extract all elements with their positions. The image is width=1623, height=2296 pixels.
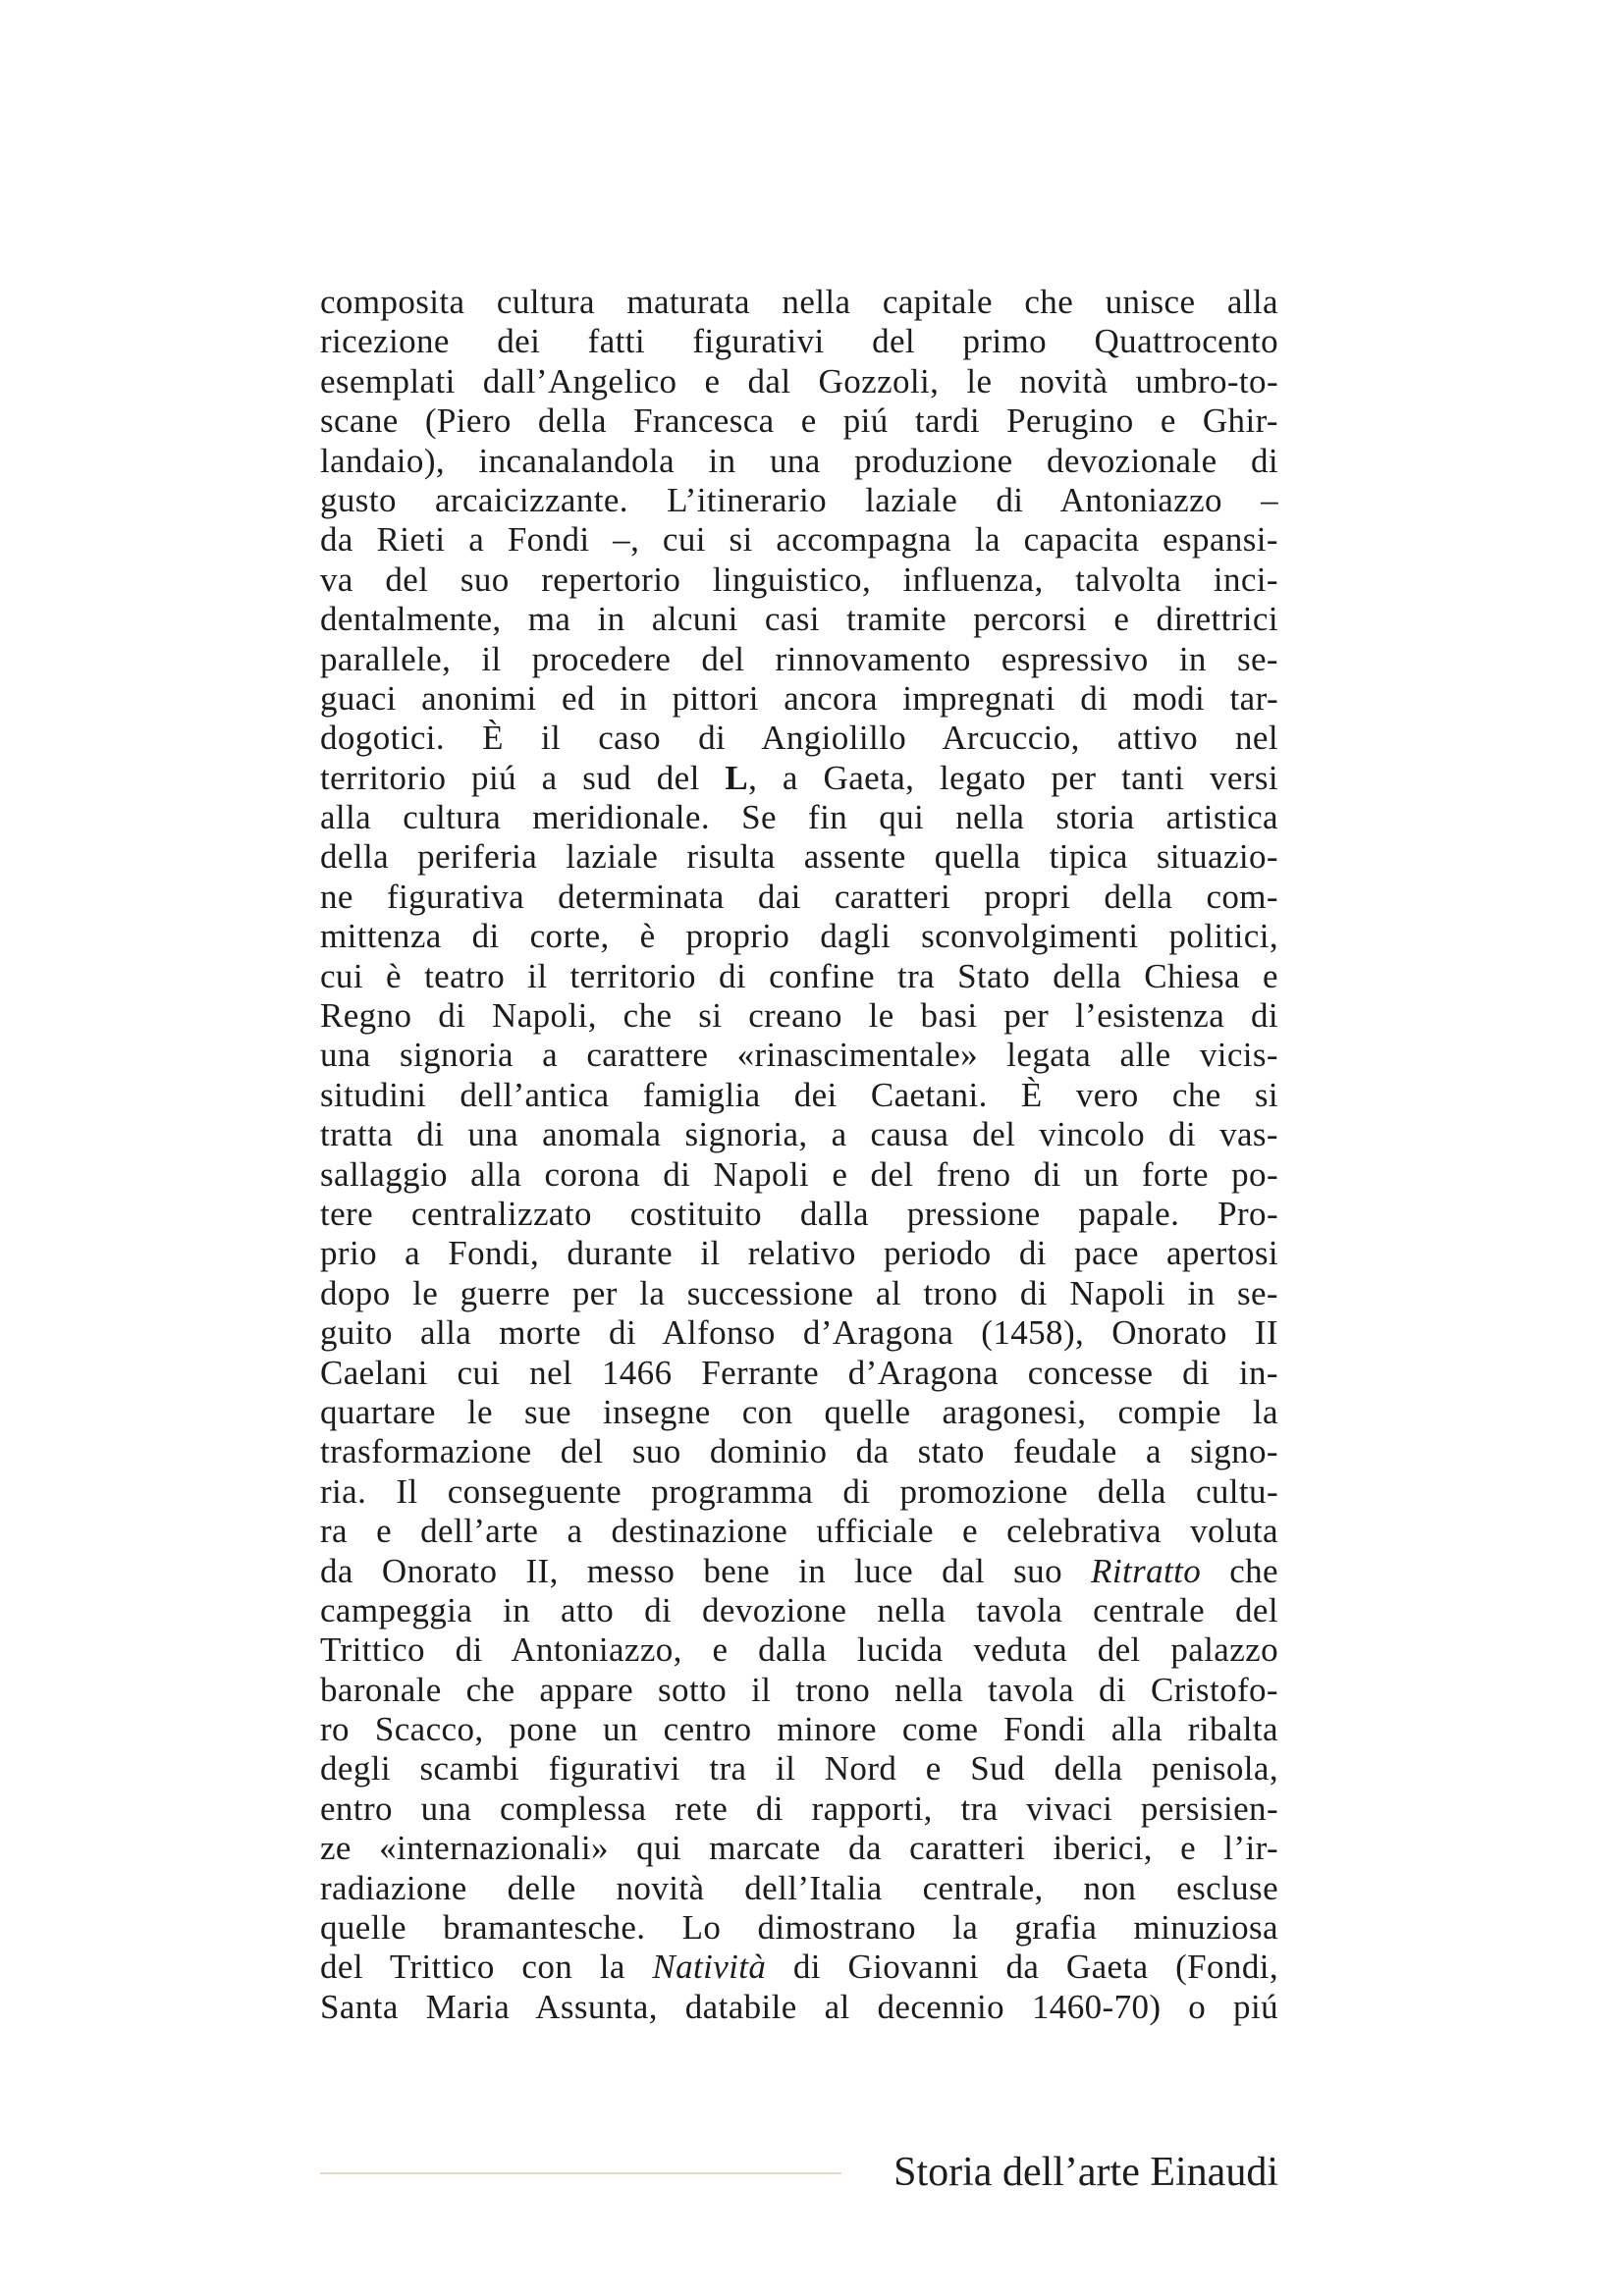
text-line: parallele, il procedere del rinnovamento espressivo in se- (320, 639, 1278, 678)
text-line: dogotici. È il caso di Angiolillo Arcuccio, attivo nel (320, 719, 1278, 758)
text-line: Santa Maria Assunta, databile al decennio 1460-70) o piú (320, 1987, 1278, 2026)
text-line: landaio), incanalandola in una produzione devozionale di (320, 441, 1278, 480)
bold-abbreviation: L (725, 758, 749, 797)
text-segment: da Onorato II, messo bene in luce dal suo (320, 1551, 1092, 1590)
text-line: esemplati dall’Angelico e dal Gozzoli, le novità umbro-to- (320, 361, 1278, 400)
text-line: trasformazione del suo dominio da stato feudale a signo- (320, 1432, 1278, 1471)
text-line: ne figurativa determinata dai caratteri propri della com- (320, 877, 1278, 916)
text-segment: di Giovanni da Gaeta (Fondi, (766, 1948, 1278, 1987)
text-line: sallaggio alla corona di Napoli e del freno di un forte po- (320, 1154, 1278, 1194)
italic-title: Ritratto (1091, 1551, 1202, 1590)
text-segment: che (1201, 1551, 1278, 1590)
text-line: scane (Piero della Francesca e piú tardi Perugino e Ghir- (320, 401, 1278, 441)
text-segment: , a Gaeta, legato per tanti versi (748, 758, 1278, 797)
text-line: tere centralizzato costituito dalla pressione papale. Pro- (320, 1194, 1278, 1233)
text-line: mittenza di corte, è proprio dagli sconvolgimenti politici, (320, 917, 1278, 956)
text-line: ze «internazionali» qui marcate da caratteri iberici, e l’ir- (320, 1829, 1278, 1868)
footer-rule (320, 2172, 841, 2174)
text-line: cui è teatro il territorio di confine tra Stato della Chiesa e (320, 956, 1278, 995)
text-line: Trittico di Antoniazzo, e dalla lucida veduta del palazzo (320, 1630, 1278, 1670)
text-line: dentalmente, ma in alcuni casi tramite percorsi e direttrici (320, 600, 1278, 639)
text-segment: del Trittico con la (320, 1948, 653, 1987)
text-line: Caelani cui nel 1466 Ferrante d’Aragona concesse di in- (320, 1353, 1278, 1392)
text-line: ra e dell’arte a destinazione ufficiale e celebrativa voluta (320, 1512, 1278, 1551)
text-line: da Rieti a Fondi –, cui si accompagna la capacita espansi- (320, 520, 1278, 560)
text-line: composita cultura maturata nella capitale che unisce alla (320, 283, 1278, 321)
text-line: dopo le guerre per la successione al trono di Napoli in se- (320, 1273, 1278, 1312)
text-line: quartare le sue insegne con quelle aragonesi, compie la (320, 1392, 1278, 1431)
text-line: radiazione delle novità dell’Italia centrale, non escluse (320, 1868, 1278, 1907)
text-line: va del suo repertorio linguistico, influenza, talvolta inci- (320, 560, 1278, 599)
text-line: situdini dell’antica famiglia dei Caetani. È vero che si (320, 1075, 1278, 1114)
body-text (320, 283, 1278, 2027)
text-line: ricezione dei fatti figurativi del primo Quattrocento (320, 322, 1278, 361)
text-line: guaci anonimi ed in pittori ancora impregnati di modi tar- (320, 678, 1278, 718)
text-line: della periferia laziale risulta assente quella tipica situazio- (320, 837, 1278, 877)
text-segment: territorio piú a sud del (320, 758, 726, 797)
text-line (320, 1948, 1278, 1987)
text-line: una signoria a carattere «rinascimentale» legata alle vicis- (320, 1036, 1278, 1075)
text-line: campeggia in atto di devozione nella tavola centrale del (320, 1590, 1278, 1629)
text-line: entro una complessa rete di rapporti, tra vivaci persisien- (320, 1789, 1278, 1828)
text-line: baronale che appare sotto il trono nella tavola di Cristofo- (320, 1670, 1278, 1709)
text-line: alla cultura meridionale. Se fin qui nella storia artistica (320, 798, 1278, 837)
text-line: degli scambi figurativi tra il Nord e Sud della penisola, (320, 1749, 1278, 1789)
text-line: gusto arcaicizzante. L’itinerario laziale di Antoniazzo – (320, 480, 1278, 519)
text-line: tratta di una anomala signoria, a causa del vincolo di vas- (320, 1115, 1278, 1154)
footer-title: Storia dell’arte Einaudi (893, 2150, 1278, 2195)
text-line (320, 759, 1278, 798)
text-line (320, 1552, 1278, 1591)
text-line: ria. Il conseguente programma di promozione della cultu- (320, 1471, 1278, 1511)
italic-title: Natività (652, 1948, 767, 1987)
text-line: quelle bramantesche. Lo dimostrano la grafia minuziosa (320, 1908, 1278, 1948)
text-line: ro Scacco, pone un centro minore come Fondi alla ribalta (320, 1710, 1278, 1749)
text-line: guito alla morte di Alfonso d’Aragona (1458), Onorato II (320, 1313, 1278, 1353)
text-line: prio a Fondi, durante il relativo periodo di pace apertosi (320, 1234, 1278, 1273)
text-line: Regno di Napoli, che si creano le basi per l’esistenza di (320, 996, 1278, 1036)
